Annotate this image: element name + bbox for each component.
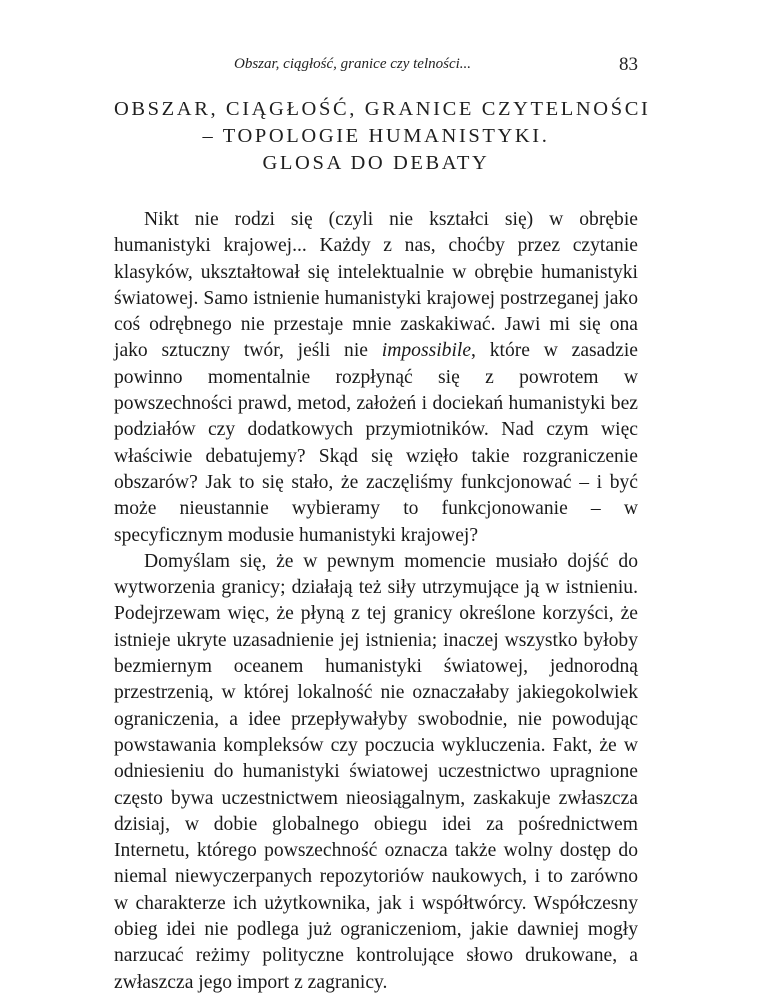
paragraph-1 [114,207,638,549]
paragraph-1-text-b: , które w zasadzie powinno momentalnie rozpłynąć się z powrotem w powszechności prawd, metod, założeń i dociekań humanistyki bez podziałów czy dodatkowych przymiotników. Nad czym więc właściwie debatujemy? Skąd się wzięło takie rozgraniczenie obszarów? Jak to się stało, że zaczęliśmy funkcjonować – i być może nieustannie wybieramy to funkcjonowanie – w specyficznym modusie humanistyki krajowej? [114,340,638,546]
paragraph-1-text-a: Nikt nie rodzi się (czyli nie kształci się) w obrębie humanistyki krajowej... Każdy z nas, choćby przez czytanie klasyków, ukształtował się intelektualnie w obrębie humanistyki światowej. Samo istnienie humanistyki krajowej postrzeganej jako coś odrębnego nie przestaje mnie zaskakiwać. Jawi mi się ona jako sztuczny twór, jeśli nie [114,209,638,362]
title-line-2: – TOPOLOGIE HUMANISTYKI. [202,125,550,147]
article-body [114,207,638,996]
title-line-1: OBSZAR, CIĄGŁOŚĆ, GRANICE CZYTELNOŚCI [114,98,651,120]
running-title: Obszar, ciągłość, granice czy telności... [234,56,472,72]
paragraph-1-italic: impossibile [381,340,472,362]
title-line-3: GLOSA DO DEBATY [262,152,490,174]
page-number: 83 [619,54,638,75]
book-page [114,50,651,996]
article-title [114,96,651,177]
paragraph-2: Domyślam się, że w pewnym momencie musiało dojść do wytworzenia granicy; działają też siły utrzymujące ją w istnieniu. Podejrzewam więc, że płyną z tej granicy określone korzyści, że istnieje ukryte uzasadnienie jej istnienia; inaczej wszystko byłoby bezmiernym oceanem humanistyki światowej, jednorodną przestrzenią, w której lokalność nie oznaczałaby jakiegokolwiek ograniczenia, a idee przepływałyby swobodnie, nie powodując powstawania kompleksów czy poczucia wykluczenia. Fakt, że w odniesieniu do humanistyki światowej uczestnictwo upragnione często bywa uczestnictwem nieosiągalnym, zaskakuje zwłaszcza dzisiaj, w dobie globalnego obiegu idei za pośrednictwem Internetu, którego powszechność oznacza także wolny dostęp do niemal niewyczerpanych repozytoriów naukowych, i to zarówno w charakterze ich użytkownika, jak i współtwórcy. Współczesny obieg idei nie podlega już ograniczeniom, jakie dawniej mogły narzucać reżimy polityczne kontrolujące słowo drukowane, a zwłaszcza jego import z zagranicy. [114,550,638,993]
running-head [114,50,638,82]
